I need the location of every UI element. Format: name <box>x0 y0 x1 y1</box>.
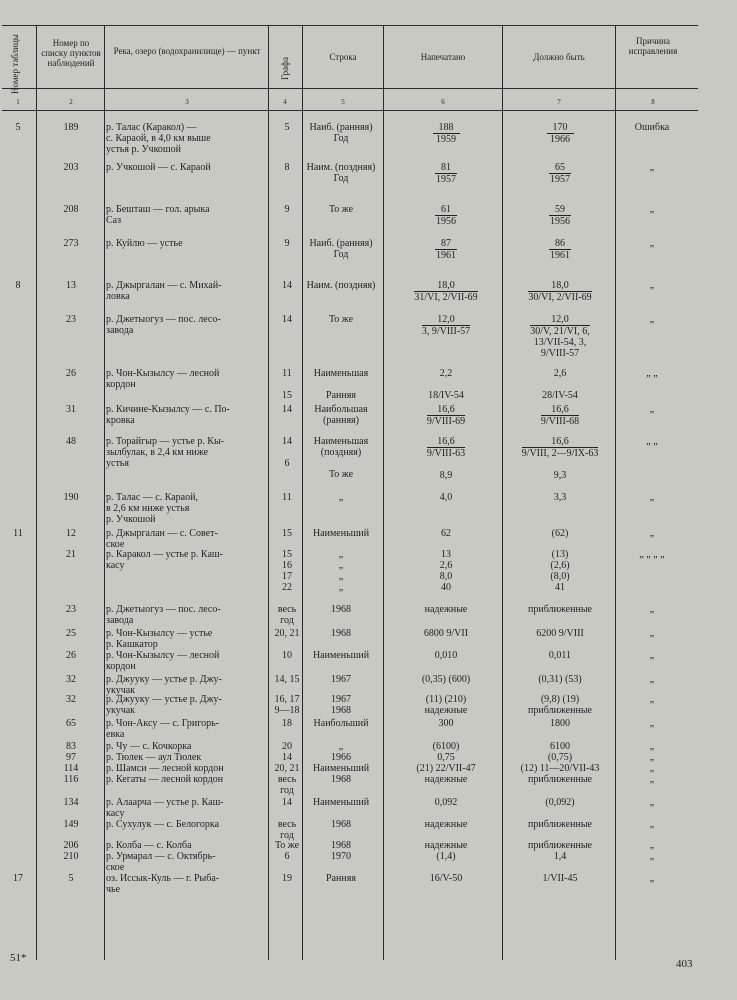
line-cell: 1968 <box>331 604 351 615</box>
line-cell: Наименьшая Ранняя <box>313 368 369 401</box>
header-point-number: Номер по списку пунктов наблюдений <box>41 38 101 68</box>
river-point-cell: р. Урмарал — с. Октябрь- ское <box>106 851 216 873</box>
column-number: 1 <box>16 98 20 106</box>
table-number-cell: 17 <box>13 873 23 884</box>
should-be-cell: (0,092) <box>545 797 575 808</box>
line-cell: Наименьший <box>312 763 370 774</box>
point-number-cell: 149 <box>63 819 79 830</box>
fraction-denominator: 30/VI, 2/VII-69 <box>528 292 592 303</box>
reason-cell: „ <box>649 628 655 639</box>
printed-cell: (21) 22/VII-47 <box>416 763 476 774</box>
line-cell: „ <box>338 492 344 503</box>
point-number-cell: 32 <box>66 674 76 685</box>
point-number-cell: 23 <box>66 314 76 325</box>
printed-cell: 0,010 <box>434 650 458 661</box>
point-number-cell: 25 <box>66 628 76 639</box>
signature-mark: 51* <box>10 952 27 964</box>
reason-cell: „ <box>649 851 655 862</box>
fraction-numerator: 16,6 <box>541 404 579 416</box>
point-number-cell: 114 <box>63 763 79 774</box>
header-should-be: Должно быть <box>533 52 585 62</box>
column-cell: 18 <box>282 718 292 729</box>
line-cell: Наибольшая (ранняя) <box>314 404 368 426</box>
table-top-rule <box>2 25 698 26</box>
reason-cell: „ <box>649 840 655 851</box>
column-cell: 11 <box>282 492 292 503</box>
river-point-cell: р. Чон-Кызылсу — устье р. Кашкатор <box>106 628 213 650</box>
river-point-cell: р. Джууку — устье р. Джу- укучак <box>106 694 222 716</box>
printed-cell <box>392 122 500 145</box>
printed-cell: 13 2,6 8,0 40 <box>439 549 453 593</box>
column-cell: 20, 21 <box>274 763 300 774</box>
line-cell: 1968 <box>331 774 351 785</box>
printed-cell: 0,75 <box>437 752 455 763</box>
fraction-numerator: 87 <box>435 238 457 250</box>
should-be-cell: (0,31) (53) <box>538 674 582 685</box>
river-point-cell: оз. Иссык-Куль — г. Рыба- чье <box>106 873 220 895</box>
river-point-cell: р. Кегаты — лесной кордон <box>106 774 224 785</box>
fraction-numerator: 59 <box>549 204 571 216</box>
should-be-cell: 2,6 28/IV-54 <box>542 368 578 401</box>
column-cell: 9 <box>284 238 290 249</box>
cell-extra-lines: 13/VII-54, 3, 9/VIII-57 <box>533 337 587 359</box>
fraction-numerator: 16,6 <box>427 436 465 448</box>
river-point-cell: р. Сухулук — с. Белогорка <box>106 819 220 830</box>
column-cell: То же <box>274 840 300 851</box>
printed-cell: 300 <box>438 718 454 729</box>
point-number-cell: 134 <box>63 797 79 808</box>
fraction-denominator: 9/VIII, 2—9/IX-63 <box>521 448 599 459</box>
col-divider <box>302 25 303 960</box>
reason-cell: „ <box>649 752 655 763</box>
fraction-numerator: 12,0 <box>422 314 470 326</box>
fraction-numerator: 16,6 <box>522 436 599 448</box>
column-number: 7 <box>557 98 561 106</box>
should-be-cell: 1,4 <box>553 851 567 862</box>
river-point-cell: р. Колба — с. Колба <box>106 840 192 851</box>
printed-cell: 2,2 18/IV-54 <box>428 368 464 401</box>
column-cell: весь год <box>277 604 297 626</box>
line-cell: Наиб. (ранняя) Год <box>309 122 373 144</box>
column-number: 3 <box>185 98 189 106</box>
river-point-cell: р. Чу — с. Кочкорка <box>106 741 192 752</box>
should-be-cell: приближенные <box>528 604 592 615</box>
fraction-numerator: 18,0 <box>414 280 477 292</box>
column-cell: 15 <box>282 528 292 539</box>
fraction-numerator: 16,6 <box>427 404 465 416</box>
river-point-cell: р. Джетыогуз — пос. лесо- завода <box>106 604 221 626</box>
reason-cell: „ <box>649 238 655 249</box>
reason-cell: „ „ <box>646 368 658 379</box>
should-be-cell: 3,3 <box>553 492 567 503</box>
should-be-cell: 1/VII-45 <box>542 873 578 884</box>
fraction-denominator: 1957 <box>436 174 456 185</box>
should-be-cell: приближенные <box>528 819 592 830</box>
point-number-cell: 189 <box>63 122 79 133</box>
fraction-numerator: 170 <box>547 122 574 134</box>
point-number-cell: 206 <box>63 840 79 851</box>
river-point-cell: р. Торайгыр — устье р. Кы- зылбулак, в 2,4 км ниже устья <box>106 436 224 469</box>
fraction-denominator: 1966 <box>550 134 570 145</box>
line-cell: Наименьший <box>312 650 370 661</box>
should-be-cell <box>505 404 615 427</box>
reason-cell: „ <box>649 674 655 685</box>
point-number-cell: 26 <box>66 650 76 661</box>
line-cell: „ <box>338 741 344 752</box>
header-reason: Причина исправления <box>628 36 678 56</box>
printed-cell: 0,092 <box>434 797 458 808</box>
line-cell: Наименьший <box>312 797 370 808</box>
table-number-cell: 8 <box>15 280 21 291</box>
column-cell: 20 <box>282 741 292 752</box>
should-be-cell <box>505 162 615 185</box>
reason-cell: „ <box>649 718 655 729</box>
point-number-cell: 21 <box>66 549 76 560</box>
fraction-numerator: 65 <box>549 162 571 174</box>
line-cell: 1968 <box>331 819 351 830</box>
column-number: 8 <box>651 98 655 106</box>
reason-cell: „ <box>649 694 655 705</box>
river-point-cell: р. Чон-Аксу — с. Григорь- евка <box>106 718 220 740</box>
column-cell: 14 <box>282 752 292 763</box>
fraction-denominator: 9/VIII-69 <box>426 416 466 427</box>
line-cell: 1968 <box>331 840 351 851</box>
point-number-cell: 116 <box>63 774 79 785</box>
river-point-cell: р. Учкошой — с. Караой <box>106 162 211 173</box>
reason-cell: „ <box>649 492 655 503</box>
should-be-cell: (12) 11—20/VII-43 <box>520 763 600 774</box>
printed-cell <box>392 280 500 303</box>
point-number-cell: 97 <box>66 752 76 763</box>
river-point-cell: р. Талас — с. Караой, в 2,6 км ниже устья р. Учкошой <box>106 492 198 525</box>
point-number-cell: 65 <box>66 718 76 729</box>
printed-cell: 16/V-50 <box>429 873 463 884</box>
river-point-cell: р. Талас (Каракол) — с. Караой, в 4,0 км выше устья р. Учкошой <box>106 122 211 155</box>
column-cell: 9 <box>284 204 290 215</box>
line-cell: Наименьшая (поздняя) То же <box>313 436 369 480</box>
fraction-denominator: 1961 <box>436 250 456 261</box>
fraction-numerator: 188 <box>433 122 460 134</box>
should-be-cell <box>505 280 615 303</box>
fraction-numerator: 81 <box>435 162 457 174</box>
point-number-cell: 83 <box>66 741 76 752</box>
should-be-cell: приближенные <box>528 774 592 785</box>
reason-cell: „ „ <box>646 436 658 447</box>
point-number-cell: 190 <box>63 492 79 503</box>
fraction-denominator: 9/VIII-63 <box>426 448 466 459</box>
should-be-cell: (9,8) (19) приближенные <box>528 694 592 716</box>
fraction-denominator: 30/V, 21/VI, 6, <box>530 326 590 337</box>
point-number-cell: 13 <box>66 280 76 291</box>
printed-cell <box>392 162 500 185</box>
fraction-denominator: 3, 9/VIII-57 <box>421 326 471 337</box>
column-cell: весь год <box>277 819 297 841</box>
column-cell: 14 <box>282 280 292 291</box>
printed-cell: надежные <box>424 774 468 785</box>
should-be-cell <box>505 204 615 227</box>
column-cell: 16, 17 9—18 <box>274 694 300 716</box>
col-divider <box>502 25 503 960</box>
fraction-numerator: 18,0 <box>528 280 591 292</box>
line-cell: Наибольший <box>313 718 369 729</box>
point-number-cell: 31 <box>66 404 76 415</box>
column-cell: 14 <box>282 404 292 415</box>
col-divider <box>104 25 105 960</box>
river-point-cell: р. Бешташ — гол. арыка Саз <box>106 204 210 226</box>
line-cell: 1967 1968 <box>331 694 351 716</box>
printed-cell <box>392 436 500 481</box>
column-cell: 14 <box>282 314 292 325</box>
printed-cell <box>392 204 500 227</box>
should-be-cell: (13) (2,6) (8,0) 41 <box>550 549 570 593</box>
line-cell: 1966 <box>331 752 351 763</box>
river-point-cell: р. Кичине-Кызылсу — с. По- кровка <box>106 404 230 426</box>
line-cell: Наименьший <box>312 528 370 539</box>
header-river: Река, озеро (водохранилище) — пункт <box>113 46 261 56</box>
reason-cell: „ <box>649 314 655 325</box>
column-cell: 20, 21 <box>274 628 300 639</box>
river-point-cell: р. Джыргалан — с. Михай- ловка <box>106 280 222 302</box>
river-point-cell: р. Джетыогуз — пос. лесо- завода <box>106 314 221 336</box>
river-point-cell: р. Каракол — устье р. Каш- касу <box>106 549 223 571</box>
reason-cell: „ <box>649 204 655 215</box>
header-printed: Напечатано <box>420 52 466 62</box>
reason-cell: „ <box>649 763 655 774</box>
river-point-cell: р. Джууку — устье р. Джу- укучак <box>106 674 222 696</box>
should-be-cell <box>505 238 615 261</box>
fraction-numerator: 61 <box>435 204 457 216</box>
should-be-cell: 6200 9/VIII <box>536 628 584 639</box>
header-table-number: Номер таблицы <box>10 34 20 94</box>
line-cell: Наим. (поздняя) <box>306 280 376 291</box>
reason-cell: „ <box>649 280 655 291</box>
printed-cell: 62 <box>441 528 451 539</box>
page-number: 403 <box>676 958 693 970</box>
reason-cell: „ <box>649 741 655 752</box>
reason-cell: „ „ „ „ <box>639 549 665 560</box>
line-cell: Ранняя <box>326 873 356 884</box>
printed-cell: (6100) <box>432 741 460 752</box>
fraction-denominator: 1956 <box>550 216 570 227</box>
column-number: 2 <box>69 98 73 106</box>
point-number-cell: 12 <box>66 528 76 539</box>
fraction-denominator: 1957 <box>550 174 570 185</box>
reason-cell: „ <box>649 774 655 785</box>
printed-cell: надежные <box>424 604 468 615</box>
river-point-cell: р. Тюлек — аул Тюлек <box>106 752 202 763</box>
printed-cell: 4,0 <box>439 492 453 503</box>
should-be-cell: 6100 <box>550 741 570 752</box>
cell-extra-lines: 8,9 <box>439 470 453 481</box>
river-point-cell: р. Алаарча — устье р. Каш- касу <box>106 797 224 819</box>
fraction-denominator: 31/VI, 2/VII-69 <box>414 292 478 303</box>
reason-cell: Ошибка <box>634 122 670 133</box>
fraction-denominator: 1956 <box>436 216 456 227</box>
line-cell: 1968 <box>331 628 351 639</box>
column-cell: 11 15 <box>282 368 292 401</box>
reason-cell: „ <box>649 604 655 615</box>
reason-cell: „ <box>649 797 655 808</box>
point-number-cell: 210 <box>63 851 79 862</box>
header-column: Графа <box>280 57 290 80</box>
column-number-rule <box>2 110 698 111</box>
river-point-cell: р. Куйлю — устье <box>106 238 183 249</box>
reason-cell: „ <box>649 404 655 415</box>
point-number-cell: 208 <box>63 204 79 215</box>
line-cell: 1970 <box>331 851 351 862</box>
printed-cell: (11) (210) надежные <box>424 694 468 716</box>
river-point-cell: р. Шамси — лесной кордон <box>106 763 224 774</box>
should-be-cell <box>505 436 615 481</box>
printed-cell <box>392 404 500 427</box>
fraction-numerator: 12,0 <box>530 314 590 326</box>
should-be-cell <box>505 314 615 359</box>
column-number: 6 <box>441 98 445 106</box>
cell-extra-lines: 9,3 <box>553 470 567 481</box>
column-cell: 14, 15 <box>274 674 300 685</box>
fraction-denominator: 1961 <box>550 250 570 261</box>
printed-cell: надежные <box>424 840 468 851</box>
column-cell: 5 <box>284 122 290 133</box>
printed-cell: (1,4) <box>436 851 456 862</box>
point-number-cell: 203 <box>63 162 79 173</box>
column-cell: 14 <box>282 797 292 808</box>
column-cell: весь год <box>277 774 297 796</box>
table-number-cell: 11 <box>13 528 23 539</box>
header-line: Строка <box>329 52 357 62</box>
reason-cell: „ <box>649 528 655 539</box>
river-point-cell: р. Джыргалан — с. Совет- ское <box>106 528 218 550</box>
table-number-cell: 5 <box>15 122 21 133</box>
column-cell: 15 16 17 22 <box>282 549 292 593</box>
line-cell: То же <box>328 314 354 325</box>
printed-cell <box>392 314 500 337</box>
printed-cell: 6800 9/VII <box>423 628 469 639</box>
reason-cell: „ <box>649 162 655 173</box>
column-cell: 14 6 <box>282 436 292 469</box>
point-number-cell: 273 <box>63 238 79 249</box>
line-cell: То же <box>328 204 354 215</box>
col-divider <box>615 25 616 960</box>
line-cell: Наим. (поздняя) Год <box>306 162 376 184</box>
col-divider <box>268 25 269 960</box>
point-number-cell: 32 <box>66 694 76 705</box>
reason-cell: „ <box>649 873 655 884</box>
col-divider <box>383 25 384 960</box>
should-be-cell: 1800 <box>550 718 570 729</box>
column-cell: 10 <box>282 650 292 661</box>
should-be-cell: приближенные <box>528 840 592 851</box>
reason-cell: „ <box>649 650 655 661</box>
col-divider <box>36 25 37 960</box>
should-be-cell <box>505 122 615 145</box>
point-number-cell: 23 <box>66 604 76 615</box>
fraction-denominator: 9/VIII-68 <box>540 416 580 427</box>
printed-cell <box>392 238 500 261</box>
fraction-numerator: 86 <box>549 238 571 250</box>
column-cell: 6 <box>284 851 290 862</box>
column-cell: 19 <box>282 873 292 884</box>
printed-cell: надежные <box>424 819 468 830</box>
river-point-cell: р. Чон-Кызылсу — лесной кордон <box>106 368 220 390</box>
line-cell: 1967 <box>331 674 351 685</box>
column-cell: 8 <box>284 162 290 173</box>
river-point-cell: р. Чон-Кызылсу — лесной кордон <box>106 650 220 672</box>
fraction-denominator: 1959 <box>436 134 456 145</box>
column-number: 4 <box>283 98 287 106</box>
point-number-cell: 5 <box>68 873 74 884</box>
point-number-cell: 48 <box>66 436 76 447</box>
should-be-cell: 0,011 <box>548 650 572 661</box>
should-be-cell: (62) <box>551 528 569 539</box>
printed-cell: (0,35) (600) <box>421 674 471 685</box>
reason-cell: „ <box>649 819 655 830</box>
line-cell: Наиб. (ранняя) Год <box>309 238 373 260</box>
header-rule <box>2 88 698 89</box>
line-cell: „ „ „ „ <box>338 549 344 593</box>
point-number-cell: 26 <box>66 368 76 379</box>
column-number: 5 <box>341 98 345 106</box>
should-be-cell: (0,75) <box>547 752 573 763</box>
